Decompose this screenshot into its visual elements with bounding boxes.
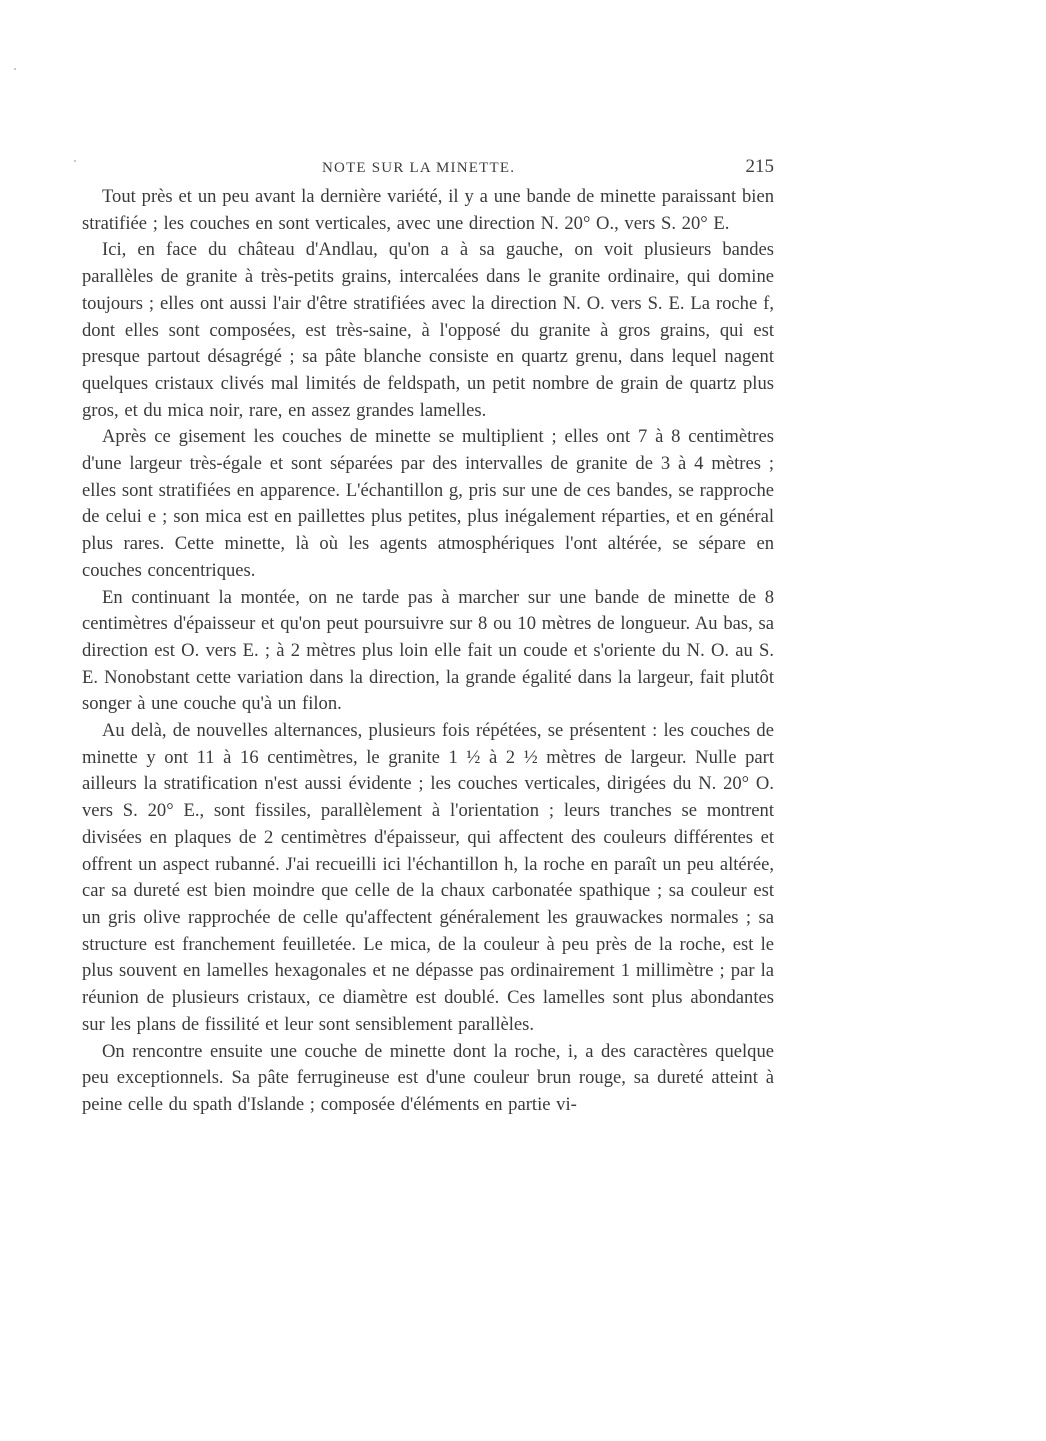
paragraph: Au delà, de nouvelles alternances, plusieurs fois répétées, se présentent : les couches de minette y ont 11 à 16 centimètres, le granite 1 ½ à 2 ½ mètres de largeur. Nulle part ailleurs la stratification n'est aussi évidente ; les couches verticales, dirigées du N. 20° O. vers S. 20° E., sont fissiles, parallèlement à l'orientation ; leurs tranches se montrent divisées en plaques de 2 centimètres d'épaisseur, qui affectent des couleurs différentes et offrent un aspect rubanné. J'ai recueilli ici l'échantillon h, la roche en paraît un peu altérée, car sa dureté est bien moindre que celle de la chaux carbonatée spathique ; sa couleur est un gris olive rapprochée de celle qu'affectent généralement les grauwackes normales ; sa structure est franchement feuilletée. Le mica, de la couleur à peu près de la roche, est le plus souvent en lamelles hexagonales et ne dépasse pas ordinairement 1 millimètre ; par la réunion de plusieurs cristaux, ce diamètre est doublé. Ces lamelles sont plus abondantes sur les plans de fissilité et leur sont sensiblement parallèles.: [82, 720, 774, 1035]
paragraph: Ici, en face du château d'Andlau, qu'on a à sa gauche, on voit plusieurs bandes parallèles de granite à très-petits grains, intercalées dans le granite ordinaire, qui domine toujours ; elles ont aussi l'air d'être stratifiées avec la direction N. O. vers S. E. La roche f, dont elles sont composées, est très-saine, à l'opposé du granite à gros grains, qui est presque partout désagrégé ; sa pâte blanche consiste en quartz grenu, dans lequel nagent quelques cristaux clivés mal limités de feldspath, un petit nombre de grain de quartz plus gros, et du mica noir, rare, en assez grandes lamelles.: [82, 239, 774, 421]
body-text: [82, 184, 774, 1119]
paragraph: Tout près et un peu avant la dernière variété, il y a une bande de minette paraissant bien stratifiée ; les couches en sont verticales, avec une direction N. 20° O., vers S. 20° E.: [82, 186, 774, 234]
page-header: [82, 156, 774, 184]
paragraph: On rencontre ensuite une couche de minette dont la roche, i, a des caractères quelque peu exceptionnels. Sa pâte ferrugineuse est d'une couleur brun rouge, sa dureté atteint à peine celle du spath d'Islande ; composée d'éléments en partie vi-: [82, 1040, 774, 1115]
paragraph: Après ce gisement les couches de minette se multiplient ; elles ont 7 à 8 centimètres d'une largeur très-égale et sont séparées par des intervalles de granite de 3 à 4 mètres ; elles sont stratifiées en apparence. L'échantillon g, pris sur une de ces bandes, se rapproche de celui e ; son mica est en paillettes plus petites, plus inégalement réparties, et en général plus rares. Cette minette, là où les agents atmosphériques l'ont altérée, se sépare en couches concentriques.: [82, 426, 774, 581]
page-number: 215: [745, 156, 774, 177]
paper-speck: [14, 68, 16, 70]
paragraph: En continuant la montée, on ne tarde pas à marcher sur une bande de minette de 8 centimètres d'épaisseur et qu'on peut poursuivre sur 8 ou 10 mètres de longueur. Au bas, sa direction est O. vers E. ; à 2 mètres plus loin elle fait un coude et s'oriente du N. O. au S. E. Nonobstant cette variation dans la direction, la grande égalité dans la largeur, fait plutôt songer à une couche qu'à un filon.: [82, 586, 774, 715]
paper-speck: [74, 160, 76, 162]
running-title: NOTE SUR LA MINETTE.: [322, 160, 516, 176]
